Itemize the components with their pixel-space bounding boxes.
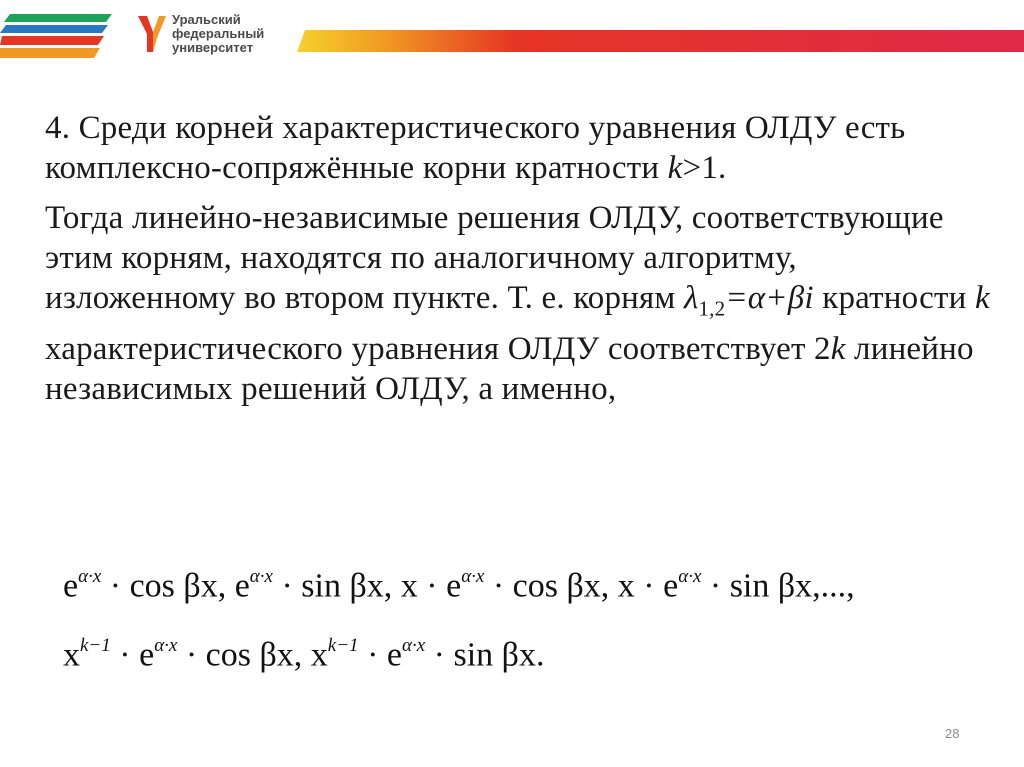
text: кратности — [813, 280, 975, 316]
formula-exponent: α·x — [678, 566, 702, 587]
formula-term: · cos βx, — [177, 636, 311, 674]
slide-header — [0, 0, 1024, 66]
paragraph-solutions — [45, 198, 995, 409]
logo-line: федеральный — [172, 26, 265, 41]
stripe-red — [0, 36, 104, 45]
formula-term: x · e — [400, 567, 462, 605]
formula-term: e — [234, 567, 250, 605]
text: характеристического уравнения ОЛДУ соответствует 2 — [45, 330, 831, 367]
math-alpha-beta: =α+β — [725, 280, 805, 316]
math-k: k — [830, 330, 846, 367]
math-k: k — [667, 150, 683, 186]
stripe-orange — [0, 48, 100, 58]
formula-term: x — [310, 636, 328, 674]
math-k: k — [974, 280, 990, 316]
formula-exponent: α·x — [401, 635, 426, 657]
university-logo-text — [172, 13, 264, 55]
text: 4. Среди корней характеристического уравнения ОЛДУ есть комплексно-сопряжённые корни кратности — [45, 110, 906, 186]
formula-term: · sin βx. — [425, 636, 545, 674]
formula-exponent: α·x — [154, 635, 178, 657]
math-gt-one: >1. — [682, 150, 727, 186]
brand-stripes-left — [0, 14, 112, 58]
formula-term: · sin βx,..., — [701, 567, 855, 605]
formula-term: x — [63, 636, 80, 674]
formula-exponent: α·x — [78, 566, 102, 587]
paragraph-roots-condition — [45, 108, 995, 188]
brand-stripe-right — [297, 30, 1024, 52]
stripe-green — [4, 14, 112, 22]
urfu-logo-icon — [136, 12, 168, 54]
formula-term: · cos βx, — [101, 567, 235, 605]
formula-term: e — [63, 567, 79, 605]
formula-term: · e — [358, 636, 402, 674]
slide-number: 28 — [945, 726, 960, 741]
text: линейно независимых решений ОЛДУ, а именно, — [45, 330, 974, 407]
text: Тогда линейно-независимые решения ОЛДУ, соответствующие этим корням, находятся по аналогичному алгоритму, изложенному во втором пункте. Т. е. корням — [45, 200, 944, 316]
slide-body — [45, 108, 995, 409]
math-i: i — [804, 280, 814, 316]
math-subscript: 1,2 — [698, 296, 726, 321]
formula-exponent: α·x — [249, 566, 273, 587]
logo-line: Уральский — [172, 12, 241, 27]
formula-line-1 — [63, 556, 855, 609]
formula-exponent: α·x — [461, 566, 485, 587]
formula-term: · sin βx, — [272, 567, 401, 605]
stripe-blue — [0, 25, 108, 33]
formula-exponent: k−1 — [80, 635, 111, 657]
math-lambda: λ — [683, 280, 699, 316]
logo-line: университет — [172, 40, 254, 55]
formula-term: · cos βx, — [484, 567, 618, 605]
solutions-formula — [63, 556, 855, 679]
formula-term: · e — [110, 636, 155, 674]
formula-term: x · e — [617, 567, 679, 605]
formula-line-2 — [63, 625, 855, 678]
formula-exponent: k−1 — [327, 635, 359, 657]
